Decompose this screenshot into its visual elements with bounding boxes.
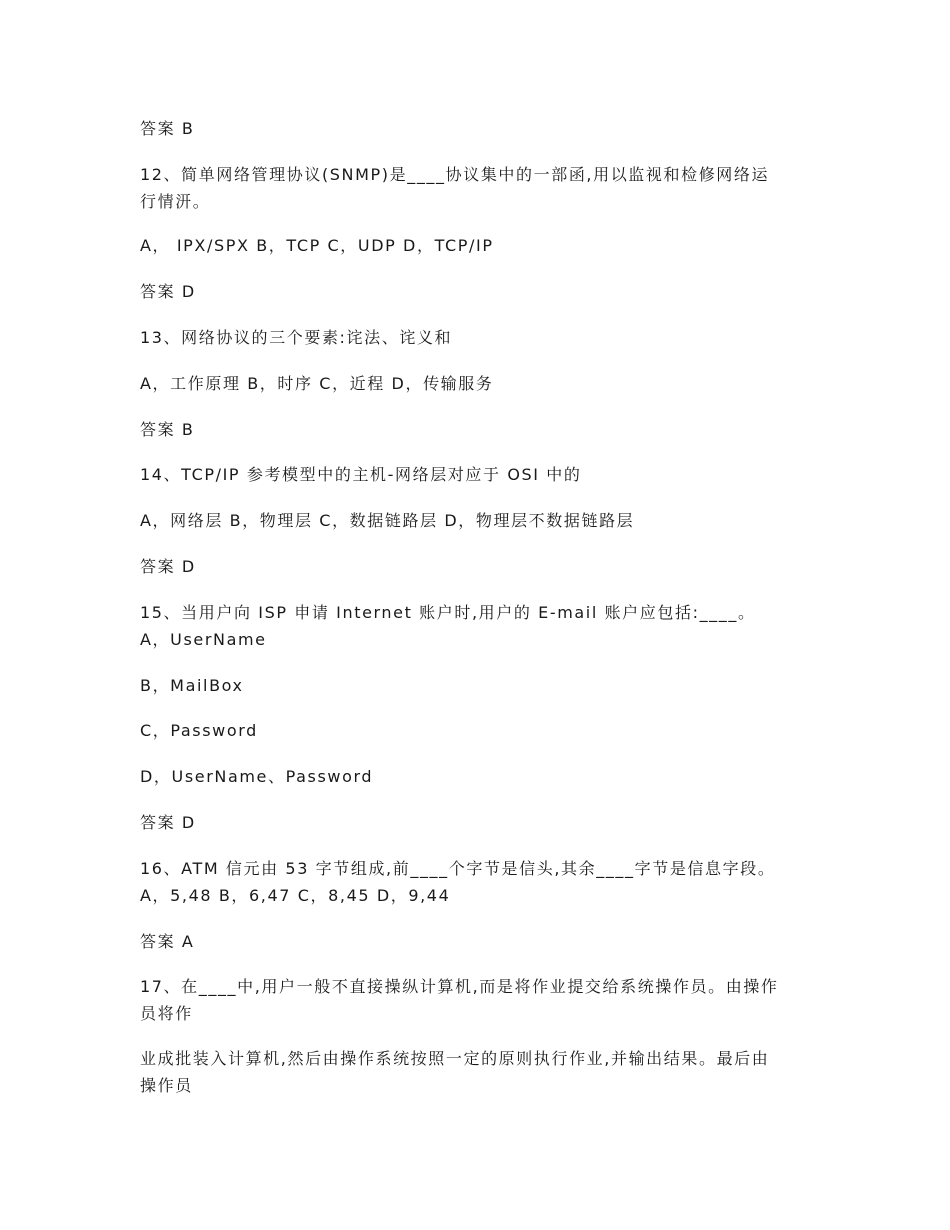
question-17-line-1: 17、在____中,用户一般不直接操纵计算机,而是将作业提交给系统操作员。由操作 [140,977,779,996]
question-14-options: A，网络层 B，物理层 C，数据链路层 D，物理层不数据链路层 [140,511,635,530]
question-17-line-4: 操作员 [140,1076,193,1095]
answer-11: 答案 B [140,119,195,138]
question-15-option-c: C，Password [140,721,258,740]
question-15-option-b: B，MailBox [140,676,244,695]
question-12-options: A， IPX/SPX B，TCP C，UDP D，TCP/IP [140,236,494,255]
question-15-option-d: D，UserName、Password [140,767,374,786]
answer-14: 答案 D [140,557,196,576]
question-12-line-2: 行情汧。 [140,192,211,211]
answer-16: 答案 A [140,932,195,951]
question-16: 16、ATM 信元由 53 字节组成,前____个字节是信头,其余____字节是信息字段。 [140,859,776,878]
question-17-line-2: 员将作 [140,1004,193,1023]
question-16-options: A，5,48 B，6,47 C，8,45 D，9,44 [140,886,451,905]
question-14: 14、TCP/IP 参考模型中的主机-网络层对应于 OSI 中的 [140,465,582,484]
answer-13: 答案 B [140,420,195,439]
question-13-options: A，工作原理 B，时序 C，近程 D，传输服务 [140,374,494,393]
question-15: 15、当用户向 ISP 申请 Internet 账户时,用户的 E-mail 账户应包括:____。 [140,603,756,622]
question-12-line-1: 12、简单网络管理协议(SNMP)是____协议集中的一部函,用以监视和检修网络运 [140,165,770,184]
question-15-option-a: A，UserName [140,630,267,649]
answer-12: 答案 D [140,282,196,301]
answer-15: 答案 D [140,813,196,832]
question-13: 13、网络协议的三个要素:诧法、诧义和 [140,328,453,347]
question-17-line-3: 业成批装入计算机,然后由操作系统按照一定的原则执行作业,并输出结果。最后由 [140,1049,770,1068]
